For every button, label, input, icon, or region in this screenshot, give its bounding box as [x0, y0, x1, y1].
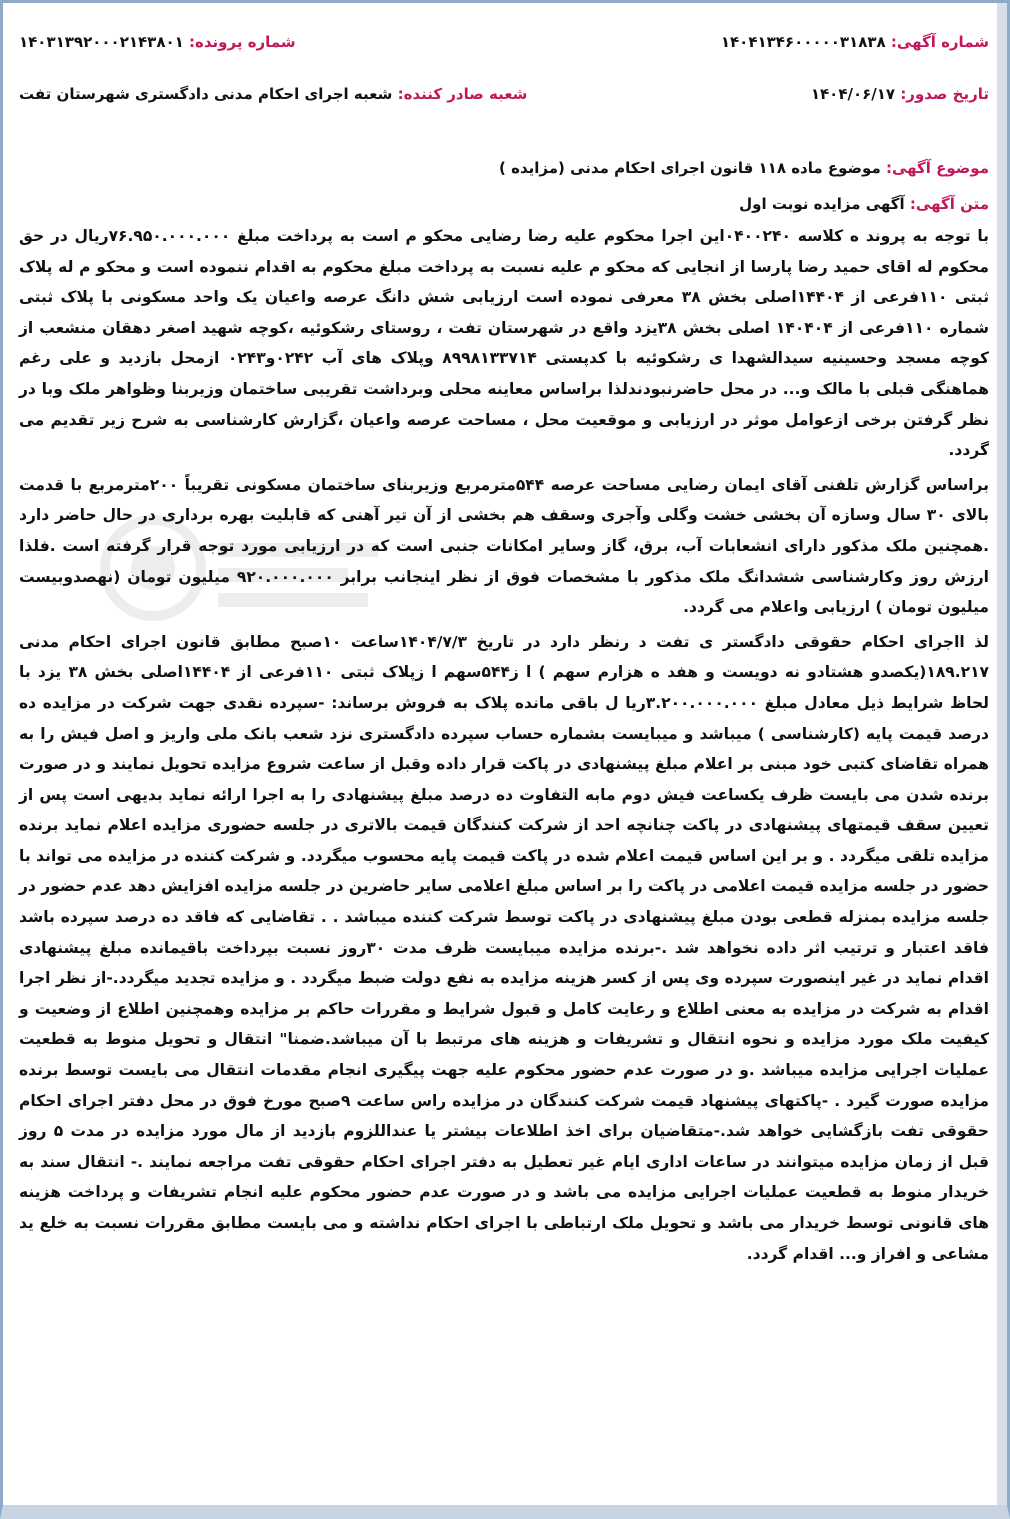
paragraph-appraisal: براساس گزارش تلفنی آقای ایمان رضایی مساحت عرصه ۵۴۴مترمربع وزیربنای ساختمان مسکونی تقریباً ۲۰۰مترمربع با قدمت بالای ۳۰ سال وسازه آن بخشی خشت وگلی وآجری وسقف هم بخشی از آن تیر آهنی که قابلیت بهره برداری در حال حاضر دارد .همچنین ملک مذکور دارای انشعابات آب، برق، گاز وسایر امکانات جنبی است که در ارزیابی مورد توجه قرار گرفته است .فلذا ارزش روز وکارشناسی ششدانگ ملک مذکور با مشخصات فوق از نظر اینجانب برابر ۹۲۰.۰۰۰.۰۰۰ میلیون تومان (نهصدوبیست میلیون تومان ) ارزیابی واعلام می گردد. [19, 475, 989, 617]
paragraph-auction-terms: لذ ااجرای احکام حقوقی دادگستر ی تفت د رنظر دارد در تاریخ ۱۴۰۴/۷/۳ساعت ۱۰صبح مطابق قانون اجرای احکام مدنی ۱۸۹.۲۱۷(یکصدو هشتادو نه دویست و هفد ه هزارم سهم ) ا ز۵۴۴سهم ا زپلاک ثبتی ۱۱۰فرعی از ۱۴۴۰۴اصلی بخش ۳۸ یزد با لحاظ شرایط ذیل معادل مبلغ ۳.۲۰۰.۰۰۰.۰۰۰ریا ل باقی مانده پلاک به فروش برساند: -سپرده نقدی جهت شرکت در مزایده ده درصد قیمت پایه (کارشناسی ) میباشد و میبایست بشماره حساب سپرده دادگستری نزد شعب بانک ملی واریز و اصل فیش را به همراه تقاضای کتبی خود مبنی بر اعلام مبلغ پیشنهادی در پاکت قرار داده وقبل از ساعت شروع مزایده تحویل نمایند و در صورت برنده شدن می بایست ظرف یکساعت فیش دوم مابه التفاوت ده درصد مبلغ پیشنهادی را به اجرا ارائه نماید بدیهی است پس از تعیین سقف قیمتهای پیشنهادی در پاکت چنانچه احد از شرکت کنندگان قیمت بالاتری در جلسه حضوری مزایده اعلام نماید برنده مزایده تلقی میگردد . و بر این اساس قیمت اعلام شده در پاکت قیمت پایه محسوب میگردد. و شرکت کننده در مزایده می تواند با حضور در جلسه مزایده قیمت اعلامی در پاکت را بر اساس مبلغ اعلامی سایر حاضرین در جلسه مزایده افزایش دهد عدم حضور در جلسه مزایده بمنزله قطعی بودن مبلغ پیشنهادی در پاکت توسط شرکت کننده میباشد . . تقاضایی که فاقد ده درصد سپرده باشد فاقد اعتبار و ترتیب اثر داده نخواهد شد .-برنده مزایده میبایست ظرف مدت ۳۰روز نسبت بپرداخت باقیمانده مبلغ پیشنهادی اقدام نماید در غیر اینصورت سپرده وی پس از کسر هزینه مزایده به نفع دولت ضبط میگردد . و مزایده تجدید میگردد.-از نظر اجرا اقدام به شرکت در مزایده به معنی اطلاع و رعایت کامل و قبول شرایط و مقررات حاکم بر مزایده وهمچنین اطلاع از وضعیت و کیفیت ملک مورد مزایده و نحوه انتقال و تشریفات و هزینه های مرتبط با آن میباشد.ضمنا" انتقال و تحویل منوط به قطعیت عملیات اجرایی مزایده میباشد .و در صورت عدم حضور محکوم علیه جهت پیگیری انجام مقدمات انتقال می بایست توسط برنده مزایده صورت گیرد . -پاکتهای پیشنهاد قیمت شرکت کنندگان در مزایده راس ساعت ۹صبح مورخ فوق در محل دفتر اجرای احکام حقوقی تفت بازگشایی خواهد شد.-متقاضیان برای اخذ اطلاعات بیشتر یا عنداللزوم بازدید از مال مورد مزایده در مدت ۵ روز قبل از زمان مزایده میتوانند در ساعات اداری ایام غیر تعطیل به دفتر اجرای احکام حقوقی تفت مراجعه نمایند .- انتقال سند به خریدار منوط به قطعیت عملیات اجرایی مزایده می باشد و در صورت عدم حضور محکوم علیه انجام تشریفات و پرداخت هزینه های قانونی توسط خریدار می باشد و تحویل ملک ارتباطی با اجرای احکام نداشته و می بایست مطابق مقررات نسبت به خلع ید مشاعی و افراز و... اقدام گردد. [19, 632, 990, 1263]
header-row-1 [19, 33, 989, 85]
scrollbar[interactable] [997, 3, 1007, 1505]
issuer [19, 85, 527, 103]
header-row-2 [19, 85, 989, 137]
ad-number-label: شماره آگهی: [890, 33, 989, 51]
case-number-value: ۱۴۰۳۱۳۹۲۰۰۰۲۱۴۳۸۰۱ [19, 33, 184, 51]
body-label: متن آگهی: [909, 195, 989, 213]
paragraph-case-summary: با توجه به پروند ه کلاسه ۰۴۰۰۲۴۰این اجرا محکوم علیه رضا رضایی محکو م است به پرداخت مبلغ ۷۶.۹۵۰.۰۰۰.۰۰۰ریال در حق محکوم له اقای حمید رضا پارسا از انجایی که محکو م علیه نسبت به پرداخت مبلغ محکوم به اقدام ننموده است و محکو م له پلاک ثبتی ۱۱۰فرعی از ۱۴۴۰۴اصلی بخش ۳۸ معرفی نموده است ارزیابی شش دانگ عرصه واعیان یک واحد مسکونی با پلاک ثبتی شماره ۱۱۰فرعی از ۱۴۰۴۰۴ اصلی بخش ۳۸یزد واقع در شهرستان تفت ، روستای رشکوئیه ،کوچه شهید اصغر دهقان منشعب از کوچه مسجد وحسینیه سیدالشهدا ی رشکوئیه با کدپستی ۸۹۹۸۱۳۳۷۱۴ وپلاک های آب ۰۲۴۲و۰۲۴۳ ازمحل بازدید و علی رغم هماهنگی قبلی با مالک و... در محل حاضرنبودندلذا براساس معاینه محلی وبرداشت تقریبی ساختمان وزیربنا وظواهر ملک وبا در نظر گرفتن برخی ازعوامل موثر در ارزیابی و موقعیت محل ، مساحت عرصه واعیان ،گزارش کارشناسی به شرح زیر تقدیم می گردد. [19, 227, 990, 460]
ad-number-value: ۱۴۰۴۱۳۴۶۰۰۰۰۰۳۱۸۳۸ [720, 33, 886, 51]
issue-date-value: ۱۴۰۴/۰۶/۱۷ [810, 85, 896, 103]
issuer-value: شعبه اجرای احکام مدنی دادگستری شهرستان تفت [19, 85, 393, 103]
issue-date-label: تاریخ صدور: [900, 85, 989, 103]
issuer-label: شعبه صادر کننده: [397, 85, 528, 103]
announcement-content [19, 33, 989, 1269]
ad-number [659, 33, 989, 51]
issue-date [659, 85, 989, 103]
case-number [19, 33, 296, 51]
ad-topic [19, 159, 989, 177]
case-number-label: شماره پرونده: [189, 33, 296, 51]
topic-value: موضوع ماده ۱۱۸ قانون اجرای احکام مدنی (مزایده ) [499, 159, 881, 177]
ad-body-heading [19, 195, 989, 213]
body-title: آگهی مزایده نوبت اول [739, 195, 905, 213]
topic-label: موضوع آگهی: [885, 159, 989, 177]
